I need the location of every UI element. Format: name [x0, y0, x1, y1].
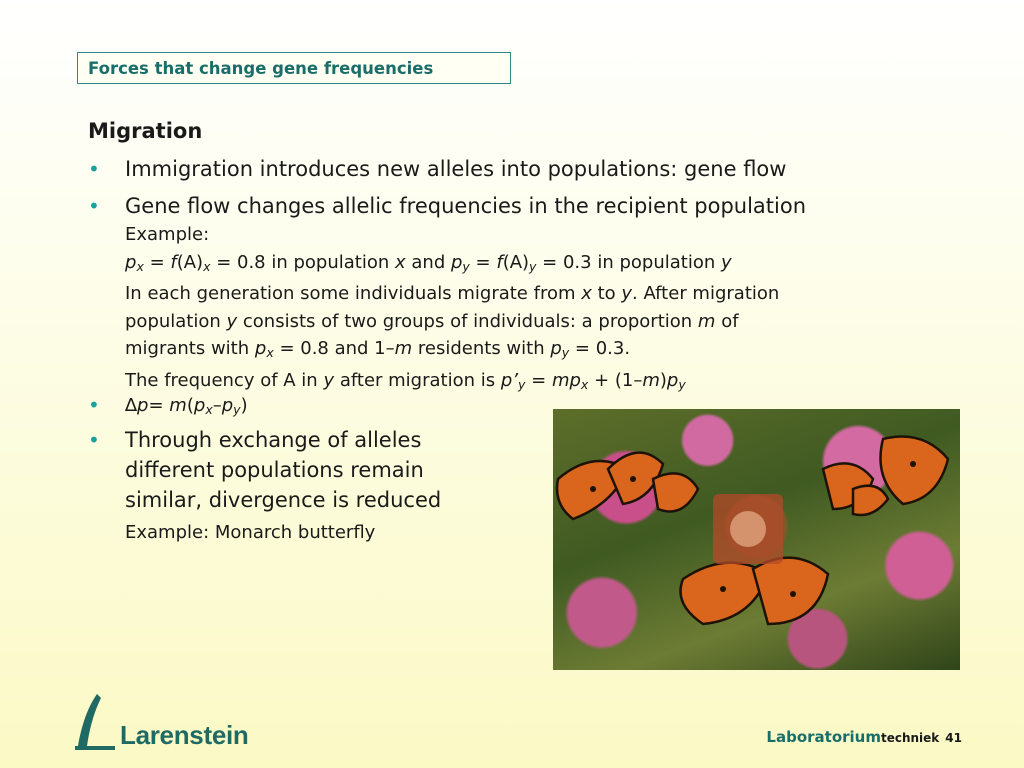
bullet-exchange-line3: similar, divergence is reduced	[125, 488, 442, 512]
slide-title: Forces that change gene frequencies	[88, 58, 434, 78]
logo-text: Larenstein	[120, 720, 249, 750]
example-frequency-line: The frequency of A in y after migration is $p’_y = mp_x + (1-m)p_y$	[125, 369, 686, 392]
monarch-butterfly-image	[553, 409, 960, 670]
footer-lab: Laboratorium	[766, 728, 881, 746]
example-block	[125, 221, 806, 398]
example-migrants-line: migrants with $p_x = 0.8$ and 1–m residents with $p_y = 0.3$.	[125, 338, 631, 360]
bullet-delta-p: • $\Delta p= m(p_x-p_y)$	[125, 392, 248, 424]
footer-tech: techniek	[880, 731, 940, 745]
bullet-immigration: • Immigration introduces new alleles into populations: gene flow	[125, 154, 786, 184]
bullet-exchange-line2: different populations remain	[125, 458, 424, 482]
section-heading: Migration	[88, 119, 203, 143]
footer-label	[766, 728, 962, 746]
bullet-exchange-line1: • Through exchange of alleles	[125, 428, 422, 452]
bullet-gene-flow-text: • Gene flow changes allelic frequencies in the recipient population	[125, 194, 807, 218]
example-label: Example:	[125, 224, 210, 245]
example-generation-line: In each generation some individuals migrate from x to y. After migration	[125, 283, 780, 304]
example-equation: $p_x = f(A)_x = 0.8$ in population x and $p_y = f(A)_y = 0.3$ in population y	[125, 251, 732, 274]
page-number: 41	[945, 731, 962, 745]
bullet-gene-flow	[125, 191, 806, 398]
butterfly-illustration	[553, 409, 960, 670]
monarch-example: Example: Monarch butterfly	[125, 522, 376, 543]
bullet-exchange	[125, 425, 441, 547]
slide-title-box	[77, 52, 511, 84]
example-population-line: population y consists of two groups of individuals: a proportion m of	[125, 310, 739, 332]
